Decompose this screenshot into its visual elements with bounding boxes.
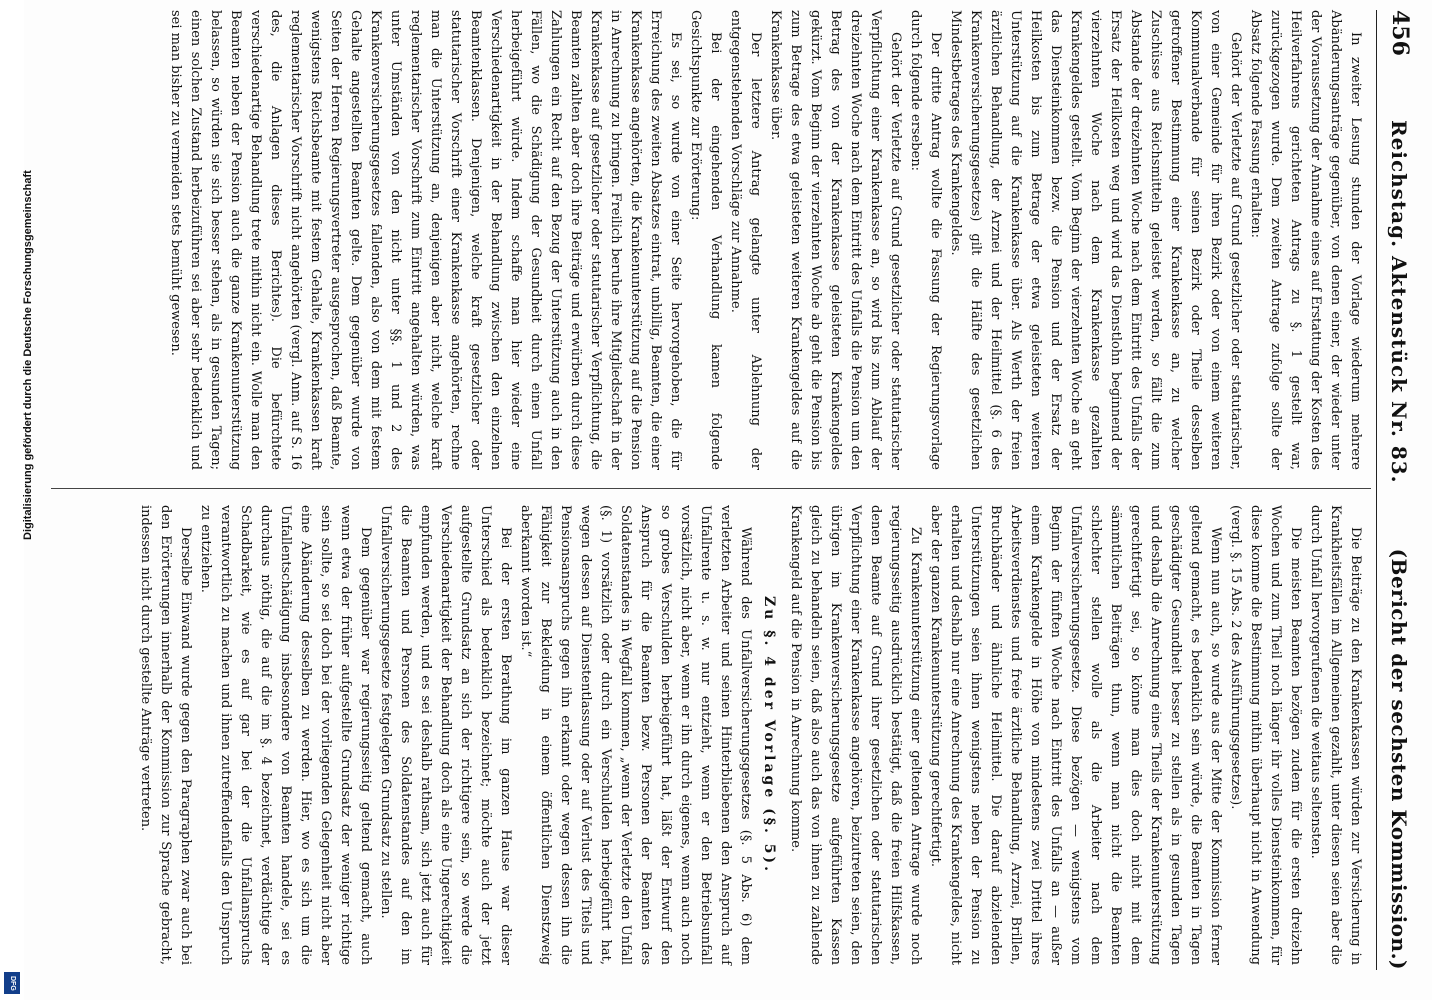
- paragraph: In zweiter Lesung stunden der Vorlage wiederum mehrere Abänderungsanträge gegenüber, von denen einer, der wieder unter der Voraussetzung der Annahme eines auf Erstattung der Kosten des Heilverfahrens gerichteten Antrags zu §. 1 gestellt war, zurückgezogen wurde. Dem zweiten Antrage zufolge sollte der Absatz folgende Fassung erhalten:: [1248, 10, 1363, 470]
- paragraph: Wenn nun auch, so wurde aus der Mitte der Kommission ferner geltend gemacht, es bedenklich sein würde, die Beamten in Tagen geschädigter Gesundheit besser zu stellen als in gesunden Tagen und deshalb die Anrechnung eines Theils der Krankenunterstützung gerechtfertigt sei, so könne man dies doch nicht mit dem sämmtlichen Beiträgen thun, wenn man nicht die Beamten schlechter stellen wolle als die Arbeiter nach dem Unfallversicherungsgesetze. Diese bezögen — wenigstens vom Beginn der fünften Woche nach Eintritt des Unfalls an — außer einem Krankengelde in Höhe von mindestens zwei Drittel ihres Arbeitsverdienstes und freie ärztliche Behandlung, Arznei, Brillen, Bruchbänder und ähnliche Heilmittel. Die darauf abzielenden Unterstützungen seien ihnen wenigstens neben der Pension zu erhalten und deshalb nur eine Anrechnung des Krankengeldes, nicht aber der ganzen Krankenunterstützung gerechtfertigt.: [928, 505, 1223, 965]
- paragraph: Während des Unfallversicherungsgesetzes (§. 5 Abs. 6) dem verletzten Arbeiter und seinen Hinterbliebenen den Anspruch auf Unfallrente u. s. w. nur entzieht, wenn er den Betriebsunfall vorsätzlich, nicht aber, wenn er ihn durch eigenes, wenn auch noch so grobes Verschulden herbeigeführt hat, läßt der Entwurf den Anspruch für die Beamten bezw. Personen der Beamten des Soldatenstandes in Wegfall kommen, „wenn der Verletzte den Unfall (§. 1) vorsätzlich oder durch ein Verschulden herbeigeführt hat, wegen dessen auf Dienstentlassung oder auf Verlust des Titels und Pensionsanspruchs gegen ihn erkannt oder wegen dessen ihn die Fähigkeit zur Bekleidung in einem öffentlichen Dienstzweig aberkannt worden ist.“: [518, 505, 753, 965]
- paragraph: Zu Krankenunterstützung einer geltenden Antrage wurde noch regierungsseitig ausdrücklich bestätigt, daß die freien Hilfskassen, denen Beamte auf Grund ihrer gesetzlichen oder statutarischen Verpflichtung einer Krankenkasse angehören, beizutreten seien, den übrigen im Krankenversicherungsgesetze aufgeführten Kassen gleich zu behandeln seien, daß also auch das von ihnen zu zahlende Krankengeld auf die Pension in Anrechnung komme.: [788, 505, 923, 965]
- paragraph: Der dritte Antrag wollte die Fassung der Regierungsvorlage durch folgende erseben:: [908, 10, 943, 470]
- section-heading: Zu §. 4 der Vorlage (§. 5).: [761, 595, 777, 875]
- header-title: Reichstag. Aktenstück Nr. 83.: [1387, 120, 1411, 484]
- right-column: [35, 505, 1365, 965]
- paragraph: Bei der eingehenden Verhandlung kamen folgende Gesichtspunkte zur Erörterung:: [688, 10, 723, 470]
- paragraph: Derselbe Einwand wurde gegen den Paragraphen zwar auch bei den Erörterungen innerhalb der Kommission zur Sprache gebracht, indessen nicht durch gestellte Anträge vertreten.: [138, 505, 193, 965]
- page-header: [1376, 10, 1417, 970]
- digitization-strip: [0, 0, 34, 1000]
- paragraph: Gehört der Verletzte auf Grund gesetzlicher oder statutarischer Verpflichtung einer Krankenkasse an, so wird bis zum Ablauf der dreizehnten Woche nach dem Eintritt des Unfalls die Pension um den Betrag des von der Krankenkasse geleisteten Krankengeldes gekürzt. Vom Beginn der vierzehnten Woche ab geht die Pension bis zum Betrage des etwa geleisteten weiteren Krankengeldes auf die Krankenkasse über.: [768, 10, 903, 470]
- paragraph: Es sei, so wurde von einer Seite hervorgehoben, die für Erreichung des zweiten Absatzes eintrat, unbillig, Beamten, die einer Krankenkasse angehörten, die Krankenunterstützung auf die Pension in Anrechnung zu bringen. Freilich beruhe ihre Mitgliedschaft in der Krankenkasse auf gesetzlicher oder statutarischer Verpflichtung, die Beamten zahlten aber doch ihre Beiträge und erwürben durch diese Zahlungen ein Recht auf den Bezug der Unterstützung auch in den Fällen, wo die Schädigung der Gesundheit durch einen Unfall herbeigeführt würde. Indem schaffe man hier wieder eine Verschiedenartigkeit in der Behandlung zwischen den einzelnen Beamtenklassen. Denjenigen, welche kraft gesetzlicher oder statutarischer Vorschrift einer Krankenkasse angehörten, rechne man die Unterstützung an, denjenigen aber nicht, welche kraft reglementarischer Vorschrift zum Eintritt angehalten würden, was unter Umständen von den nicht unter §§. 1 und 2 des Krankenversicherungsgesetzes fallenden, also von dem mit festem Gehalte angestellten Beamten gelte. Dem gegenüber wurde von Seiten der Herren Regierungsvertreter ausgesprochen, daß Beamte, wenigstens Reichsbeamte mit festem Gehalte, Krankenkassen kraft reglementarischer Vorschrift nicht angehörten (vergl. Anm. auf S. 16 des, die Anlagen dieses Berichtes). Die befürchtete verschiedenartige Behandlung trete mithin nicht ein. Wolle man den Beamten neben der Pension auch die ganze Krankenunterstützung belassen, so würden sie sich besser stehen, als in gesunden Tagen; einen solchen Zustand herbeizuführen sei aber sehr bedenklich und sei man bisher zu vermeiden stets bemüht gewesen.: [168, 10, 683, 470]
- paragraph: Die Beiträge zu den Krankenkassen würden zur Versicherung in Krankheitsfällen im Allgemeinen gezahlt, unter diesen seien aber die durch Unfall hervorgerufenen die weitaus seltensten.: [1308, 505, 1363, 965]
- paragraph: Gehört der Verletzte auf Grund gesetzlicher oder statutarischer, von einer Gemeinde für ihren Bezirk oder von einem weiteren Kommunalverbande für seinen Bezirk oder Theile desselben getroffener Bestimmung einer Krankenkasse an, zu welcher Zuschüsse aus Reichsmitteln geleistet werden, so fällt die zum Abstande der dreizehnten Woche nach dem Eintritt des Unfalls der Ersatz der Heilkosten weg und wird das Dienstlohn beginnend der vierzehnten Woche nach dem Krankenkasse gezahlten Krankengeldes gestellt. Vom Beginn der vierzehnten Woche an geht das Diensteinkommen bezw. die Pension und der Ersatz der Heilkosten bis zum Betrage der etwa geleisteten weiteren Unterstützung auf die Krankenkasse über. Als Werth der freien ärztlichen Behandlung, der Arznei und der Heilmittel (§. 6 des Krankenversicherungsgesetzes) gilt die Hälfte des gesetzlichen Mindestbetrages des Krankengeldes.: [948, 10, 1243, 470]
- dfg-logo: DFG: [4, 972, 20, 994]
- paragraph: Dem gegenüber war regierungsseitig geltend gemacht, auch wenn etwa der früher aufgestellte Grundsatz der weniger richtige sein sollte, so sei doch bei der vorliegenden Gelegenheit nicht aber eine Abänderung desselben zu werden. Hier, wo es sich um die Unfallentschädigung insbesondere von Beamten handele, sei es durchaus nöthig, die auf die im §. 4 bezeichnet, verdächtige der Schadbarkeit, wie es auf gar bei der die Unfallanspruchs verantwortlich zu machen und ihnen zutreffendenfalls den Unspruch zu entziehen.: [198, 505, 373, 965]
- left-column: [35, 10, 1365, 470]
- digitization-note: Digitalisierung gefördert durch die Deutsche Forschungsgemeinschaft: [22, 170, 34, 540]
- paragraph: Bei der ersten Berathung im ganzen Hause war dieser Unterschied als bedenklich bezeichnet; möchte auch der jetzt aufgestellte Grundsatz an sich der richtigere sein, so werde die Verschiedenartigkeit der Behandlung doch als eine Ungerechtigkeit empfunden werden, und es sei deshalb rathsam, sich jetzt auch für die Beamten und Personen des Soldatenstandes auf den im Unfallversicherungsgesetze festgelegten Grundsatz zu stellen.: [378, 505, 513, 965]
- column-divider: [51, 488, 1371, 489]
- header-subtitle: (Bericht der sechsten Kommission.): [1387, 548, 1411, 970]
- paragraph: Die meisten Beamten bezögen zudem für die ersten dreizehn Wochen und zum Theil noch länger ihr volles Diensteinkommen, für diese komme die Bestimmung mithin überhaupt nicht in Anwendung (vergl. §. 15 Abs. 2 des Ausführungsgesetzes).: [1228, 505, 1303, 965]
- paragraph: Der letztere Antrag gelangte unter Ablehnung der entgegenstehenden Vorschläge zur Annahme.: [728, 10, 763, 470]
- page-number: 456: [1387, 10, 1413, 56]
- rotated-page-content: [17, 10, 1417, 970]
